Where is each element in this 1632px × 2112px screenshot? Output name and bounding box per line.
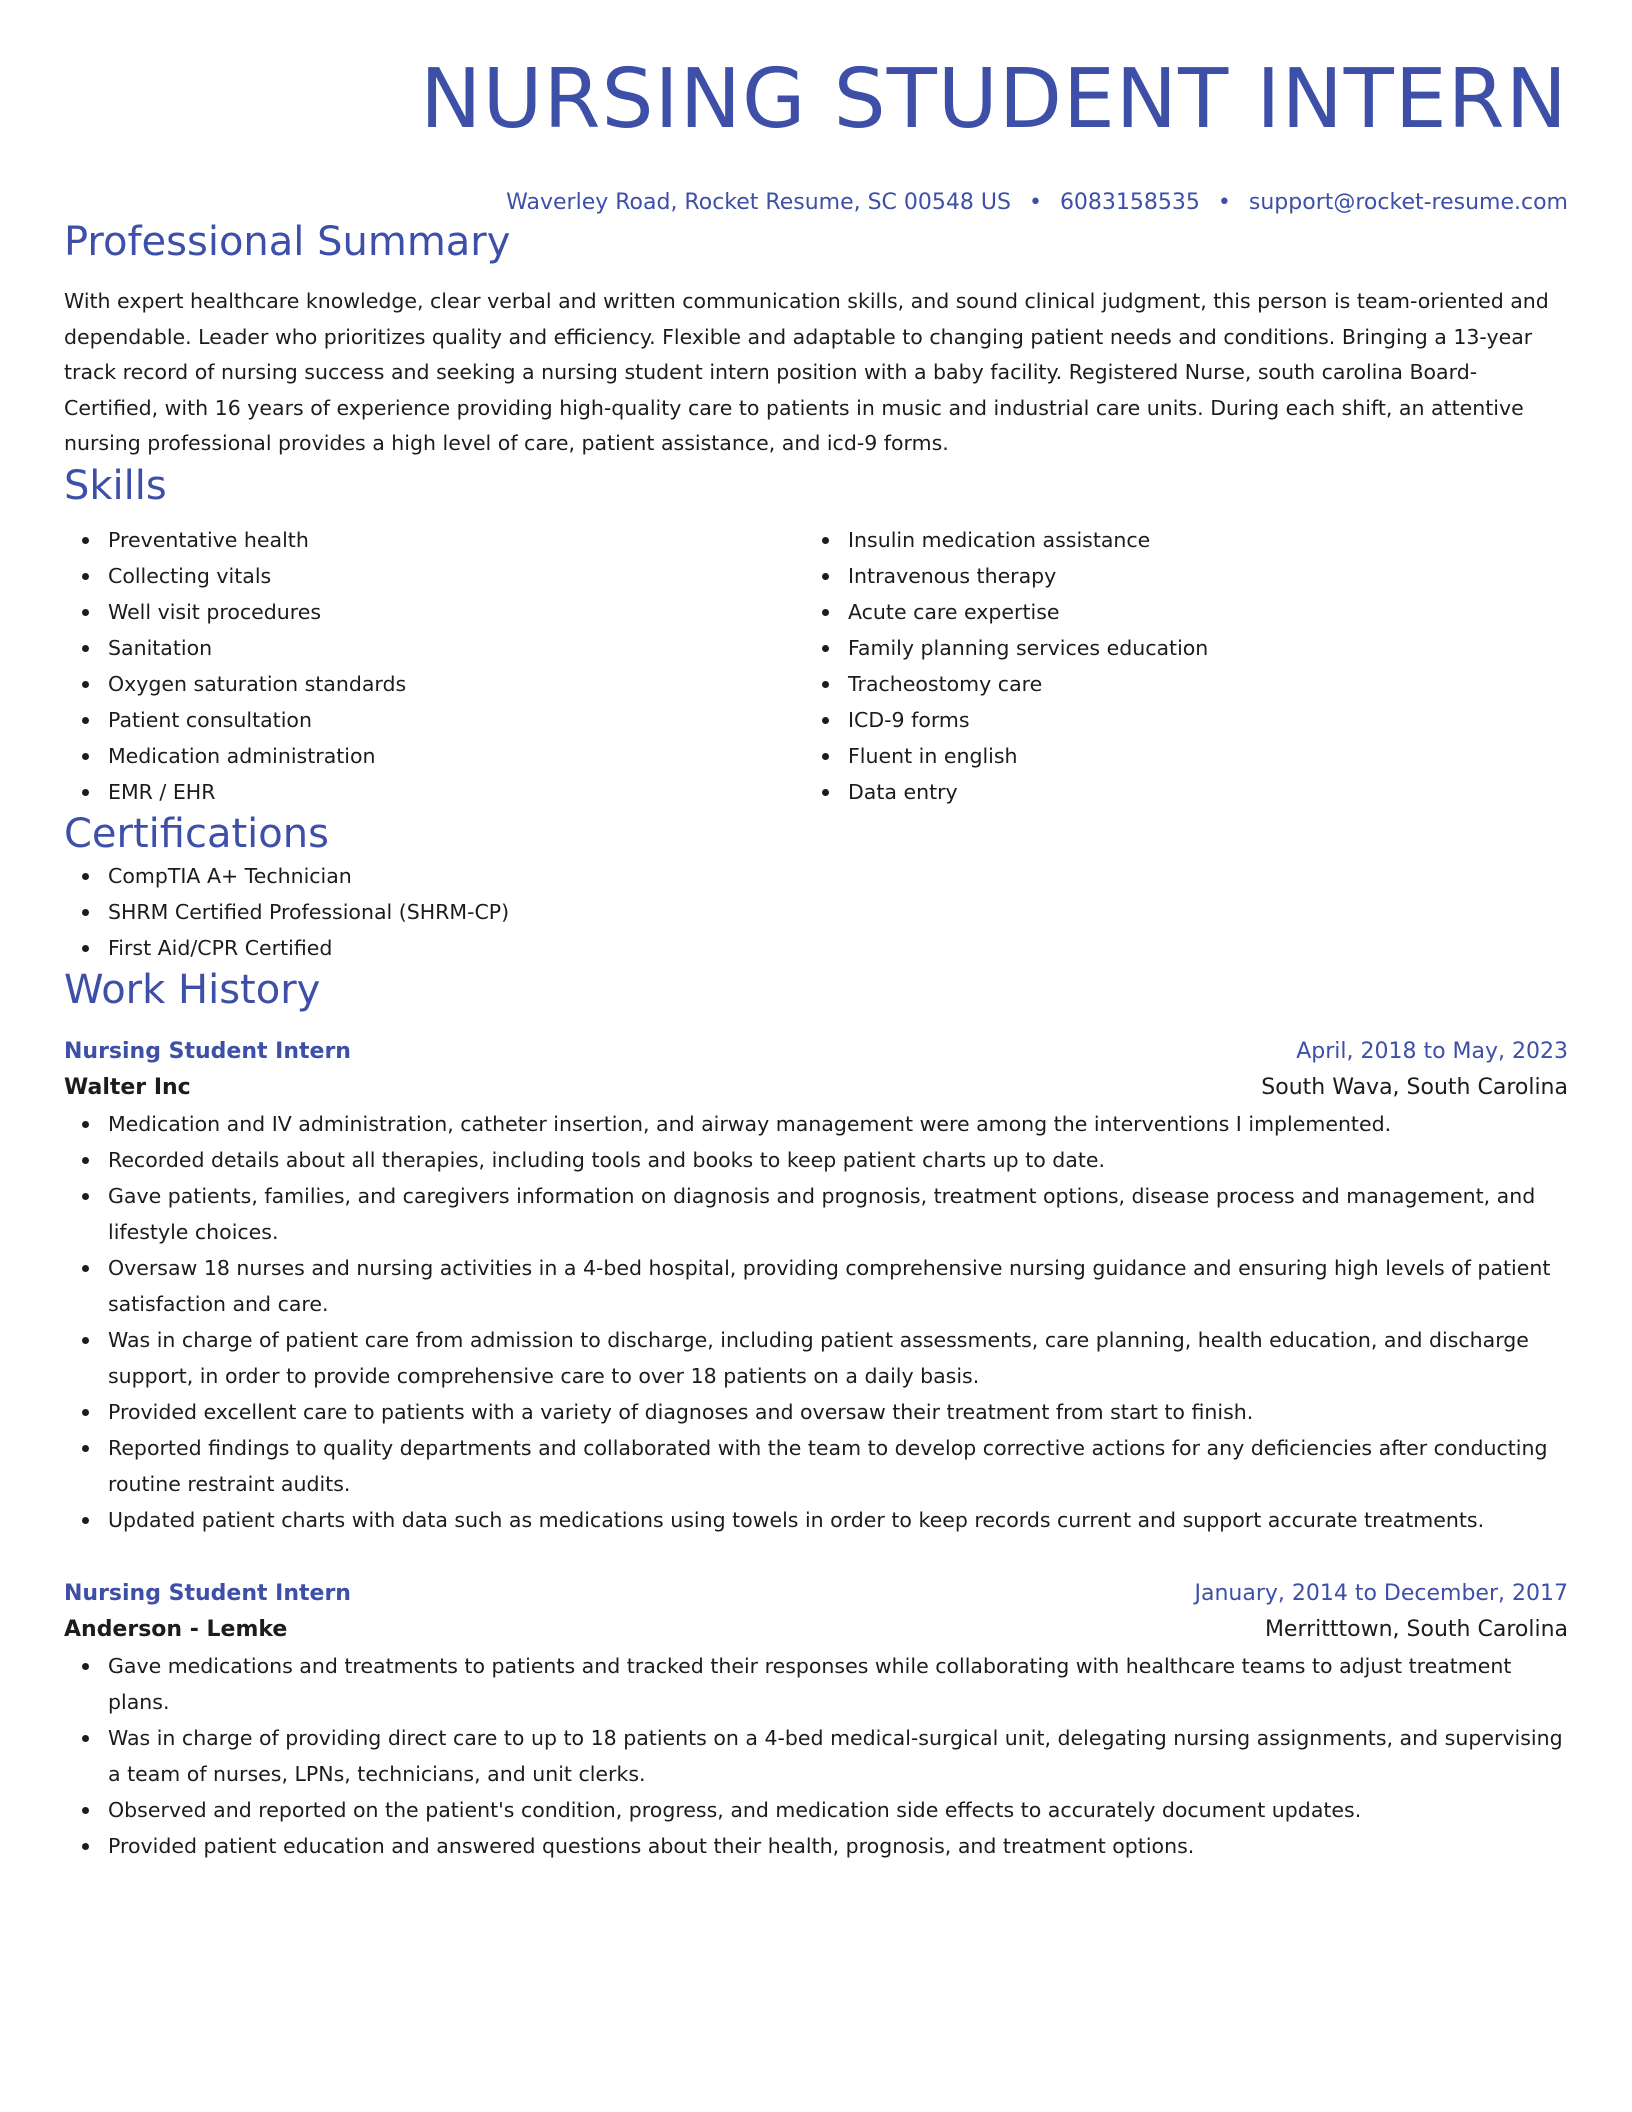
- responsibility-item: Gave medications and treatments to patients and tracked their responses while collaborating with healthcare teams to adjust treatment plans.: [64, 1648, 1568, 1720]
- skills-heading: Skills: [64, 462, 167, 509]
- skill-item: Preventative health: [64, 522, 804, 558]
- job-header-row: [64, 1576, 1568, 1612]
- job-entry: [64, 1034, 1568, 1538]
- summary-text: With expert healthcare knowledge, clear verbal and written communication skills, and sound clinical judgment, this person is team-oriented and dependable. Leader who prioritizes quality and efficiency. Flexible and adaptable to changing patient needs and conditions. Bringing a 13-year track record of nursing success and seeking a nursing student intern position with a baby facility. Registered Nurse, south carolina Board-Certified, with 16 years of experience providing high-quality care to patients in music and industrial care units. During each shift, an attentive nursing professional provides a high level of care, patient assistance, and icd-9 forms.: [64, 289, 1549, 455]
- job-location: South Wava, South Carolina: [1261, 1074, 1568, 1100]
- skill-item: Medication administration: [64, 738, 804, 774]
- certification-item: CompTIA A+ Technician: [64, 858, 1568, 894]
- skill-item: EMR / EHR: [64, 774, 804, 810]
- contact-address: Waverley Road, Rocket Resume, SC 00548 US: [506, 190, 1011, 215]
- skills-grid: [64, 522, 1568, 810]
- contact-phone: 6083158535: [1059, 190, 1200, 215]
- candidate-name: NURSING STUDENT INTERN: [420, 52, 1568, 147]
- certifications-heading: Certifications: [64, 810, 329, 857]
- responsibility-item: Medication and IV administration, catheter insertion, and airway management were among the interventions I implemented.: [64, 1106, 1568, 1142]
- contact-separator: •: [1028, 190, 1042, 215]
- skill-item: Sanitation: [64, 630, 804, 666]
- job-company: Anderson - Lemke: [64, 1616, 288, 1642]
- job-dates: January, 2014 to December, 2017: [1194, 1580, 1568, 1606]
- contact-email: support@rocket-resume.com: [1248, 190, 1568, 215]
- job-responsibilities: [64, 1648, 1568, 1864]
- contact-line: [64, 188, 1568, 218]
- responsibility-item: Was in charge of patient care from admission to discharge, including patient assessments, care planning, health education, and discharge support, in order to provide comprehensive care to over 18 patients on a daily basis.: [64, 1322, 1568, 1394]
- responsibility-item: Provided patient education and answered questions about their health, prognosis, and treatment options.: [64, 1828, 1568, 1864]
- skill-item: Fluent in english: [804, 738, 1544, 774]
- skill-item: Acute care expertise: [804, 594, 1544, 630]
- skills-list-right: [804, 522, 1544, 810]
- skill-item: Intravenous therapy: [804, 558, 1544, 594]
- job-title: Nursing Student Intern: [64, 1038, 351, 1064]
- summary-heading: Professional Summary: [64, 219, 511, 265]
- skill-item: Collecting vitals: [64, 558, 804, 594]
- job-dates: April, 2018 to May, 2023: [1296, 1038, 1568, 1064]
- job-company: Walter Inc: [64, 1074, 191, 1100]
- skill-item: Oxygen saturation standards: [64, 666, 804, 702]
- work-history-heading: Work History: [64, 966, 321, 1013]
- responsibility-item: Was in charge of providing direct care to up to 18 patients on a 4-bed medical-surgical unit, delegating nursing assignments, and supervising a team of nurses, LPNs, technicians, and unit clerks.: [64, 1720, 1568, 1792]
- skill-item: ICD-9 forms: [804, 702, 1544, 738]
- responsibility-item: Recorded details about all therapies, including tools and books to keep patient charts up to date.: [64, 1142, 1568, 1178]
- responsibility-item: Updated patient charts with data such as medications using towels in order to keep records current and support accurate treatments.: [64, 1502, 1568, 1538]
- certification-item: First Aid/CPR Certified: [64, 930, 1568, 966]
- skill-item: Insulin medication assistance: [804, 522, 1544, 558]
- responsibility-item: Provided excellent care to patients with a variety of diagnoses and oversaw their treatment from start to finish.: [64, 1394, 1568, 1430]
- skill-item: Patient consultation: [64, 702, 804, 738]
- job-header-row: [64, 1034, 1568, 1070]
- skill-item: Data entry: [804, 774, 1544, 810]
- job-entry: [64, 1576, 1568, 1864]
- responsibility-item: Reported findings to quality departments and collaborated with the team to develop corrective actions for any deficiencies after conducting routine restraint audits.: [64, 1430, 1568, 1502]
- contact-separator: •: [1217, 190, 1231, 215]
- job-employer-row: [64, 1070, 1568, 1106]
- job-responsibilities: [64, 1106, 1568, 1538]
- job-location: Merritttown, South Carolina: [1264, 1616, 1568, 1642]
- responsibility-item: Oversaw 18 nurses and nursing activities in a 4-bed hospital, providing comprehensive nursing guidance and ensuring high levels of patient satisfaction and care.: [64, 1250, 1568, 1322]
- responsibility-item: Gave patients, families, and caregivers information on diagnosis and prognosis, treatment options, disease process and management, and lifestyle choices.: [64, 1178, 1568, 1250]
- skill-item: Well visit procedures: [64, 594, 804, 630]
- skill-item: Family planning services education: [804, 630, 1544, 666]
- certification-item: SHRM Certified Professional (SHRM-CP): [64, 894, 1568, 930]
- skill-item: Tracheostomy care: [804, 666, 1544, 702]
- responsibility-item: Observed and reported on the patient's condition, progress, and medication side effects to accurately document updates.: [64, 1792, 1568, 1828]
- skills-list-left: [64, 522, 804, 810]
- job-title: Nursing Student Intern: [64, 1580, 351, 1606]
- certifications-list: [64, 858, 1568, 966]
- job-employer-row: [64, 1612, 1568, 1648]
